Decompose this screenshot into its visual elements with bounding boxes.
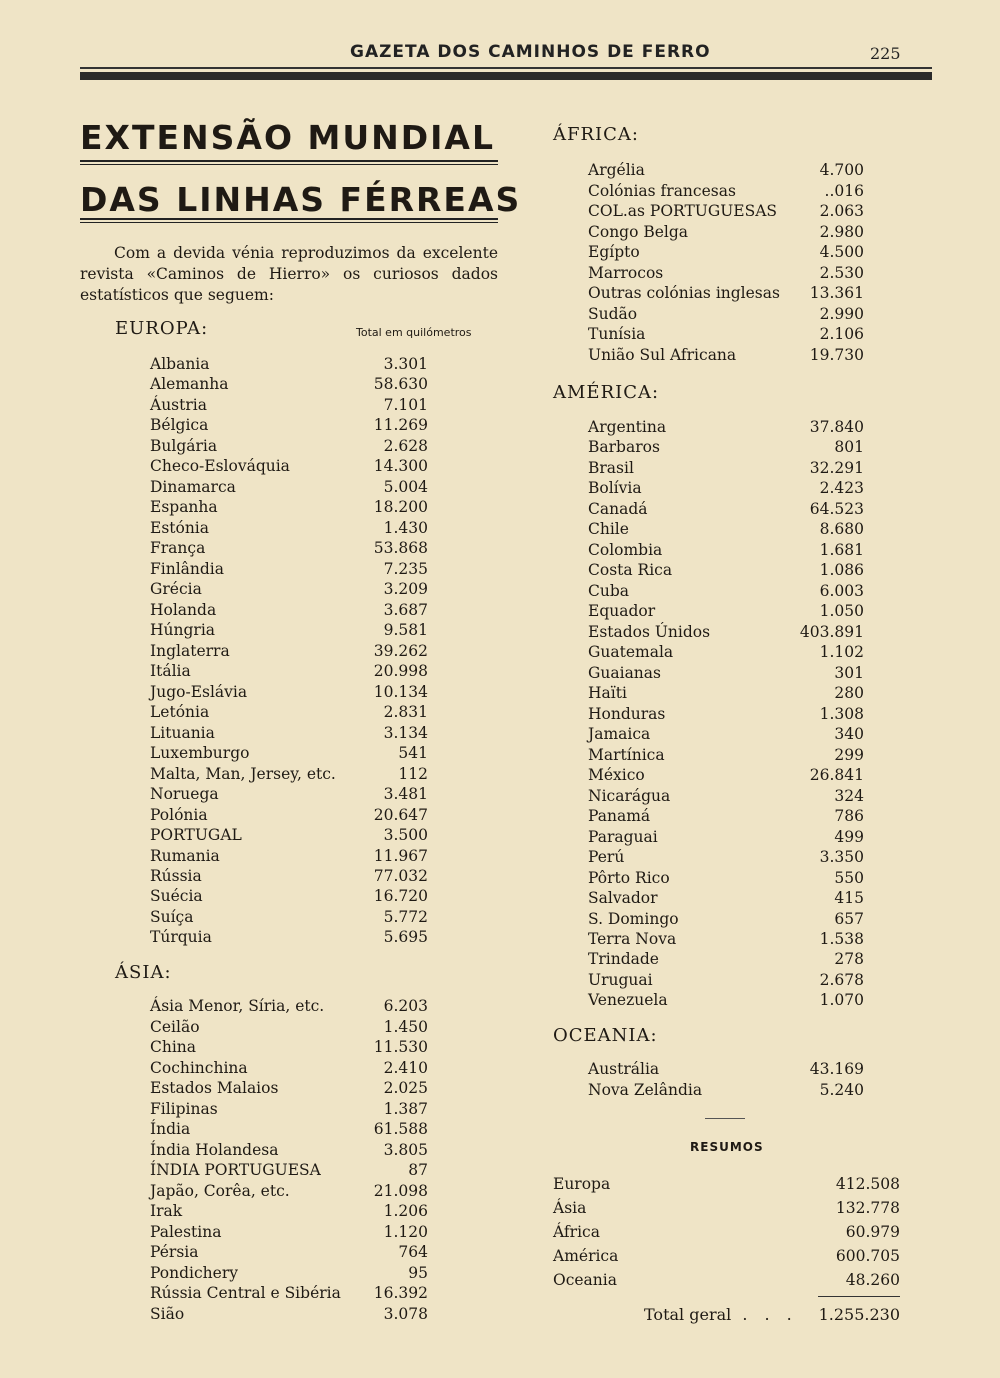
row-value: 3.078: [383, 1304, 428, 1323]
row-value: 801: [834, 438, 864, 457]
article-title-line-1: EXTENSÃO MUNDIAL: [80, 118, 495, 157]
row-name: Estónia: [150, 518, 210, 537]
row-name: Chile: [588, 520, 629, 539]
table-row: [588, 1059, 864, 1079]
row-name: Pôrto Rico: [588, 868, 670, 887]
table-row: [150, 1037, 428, 1057]
table-row: [588, 909, 864, 929]
row-name: S. Domingo: [588, 909, 679, 928]
table-row: [588, 417, 864, 437]
sum-rule: [818, 1296, 900, 1297]
row-value: 39.262: [373, 641, 428, 660]
table-row: [150, 866, 428, 886]
row-value: 11.269: [373, 416, 428, 435]
row-value: 112: [398, 764, 428, 783]
table-row: [588, 581, 864, 601]
section-heading-africa: ÁFRICA:: [553, 124, 639, 145]
row-value: 2.530: [819, 263, 864, 282]
row-value: 1.308: [819, 704, 864, 723]
table-row: [588, 160, 864, 180]
table-row: [553, 1270, 900, 1290]
row-name: Outras colónias inglesas: [588, 284, 780, 302]
row-name: Guaianas: [588, 663, 661, 682]
table-row: [588, 222, 864, 242]
row-name: Ásia Menor, Síria, etc.: [150, 997, 325, 1015]
row-name: PORTUGAL: [150, 826, 242, 845]
row-name: Nicarágua: [588, 786, 671, 805]
row-value: 2.678: [819, 970, 864, 989]
row-name: Sudão: [588, 304, 638, 323]
row-name: Trindade: [588, 950, 659, 969]
row-value: 43.169: [809, 1060, 864, 1078]
row-name: Colónias francesas: [588, 181, 736, 200]
row-value: 1.206: [383, 1202, 428, 1220]
table-row: [150, 846, 428, 866]
table-row: [150, 415, 428, 435]
table-row: [588, 519, 864, 539]
row-name: Austrália: [588, 1060, 660, 1078]
row-name: Guatemala: [588, 643, 674, 662]
row-value: 8.680: [819, 520, 864, 539]
table-row: [588, 499, 864, 519]
table-row: [588, 970, 864, 990]
table-row: [588, 765, 864, 785]
row-value: 3.481: [383, 785, 428, 804]
table-row: [150, 805, 428, 825]
row-name: Congo Belga: [588, 222, 689, 241]
page-number: 225: [870, 44, 901, 63]
table-row: [150, 436, 428, 456]
table-row: [553, 1174, 900, 1194]
table-row: [588, 868, 864, 888]
row-name: Pérsia: [150, 1243, 199, 1261]
table-row: [150, 886, 428, 906]
row-name: Argentina: [588, 418, 667, 436]
unit-note: Total em quilómetros: [356, 326, 472, 339]
row-value: 37.840: [809, 418, 864, 436]
row-value: 600.705: [835, 1247, 900, 1265]
table-row: [150, 1222, 428, 1242]
row-name: Uruguai: [588, 970, 653, 989]
table-row: [588, 242, 864, 262]
row-name: Jamaica: [588, 725, 651, 744]
row-name: Terra Nova: [588, 930, 677, 948]
table-row: [150, 1078, 428, 1098]
row-name: Bélgica: [150, 416, 209, 435]
row-value: 7.235: [383, 559, 428, 578]
table-row: [150, 456, 428, 476]
row-name: Barbaros: [588, 438, 660, 457]
row-value: 4.700: [819, 161, 864, 179]
row-name: Europa: [553, 1175, 611, 1193]
row-value: 14.300: [373, 457, 428, 476]
row-name: Oceania: [553, 1271, 617, 1289]
row-name: Haïti: [588, 684, 627, 703]
journal-title: GAZETA DOS CAMINHOS DE FERRO: [350, 42, 711, 62]
row-value: 299: [834, 745, 864, 764]
row-value: 550: [834, 868, 864, 887]
row-name: Irak: [150, 1202, 183, 1220]
row-value: 3.134: [383, 723, 428, 742]
row-value: 32.291: [809, 458, 864, 477]
row-name: Equador: [588, 602, 656, 621]
table-row: [588, 786, 864, 806]
row-name: Estados Malaios: [150, 1079, 279, 1097]
row-value: 1.430: [383, 518, 428, 537]
row-value: 5.240: [819, 1081, 864, 1099]
row-value: 2.628: [383, 436, 428, 455]
row-name: Túrquia: [150, 928, 212, 947]
row-name: Paraguai: [588, 827, 658, 846]
row-name: Filipinas: [150, 1099, 218, 1118]
row-name: Alemanha: [150, 375, 229, 394]
table-row: [150, 1181, 428, 1201]
table-row: [150, 1242, 428, 1262]
row-name: México: [588, 766, 645, 785]
table-row: [150, 907, 428, 927]
table-row: [150, 1017, 428, 1037]
row-value: 7.101: [383, 395, 428, 414]
row-value: 16.392: [373, 1284, 428, 1302]
row-name: Venezuela: [588, 991, 668, 1010]
row-value: 415: [834, 889, 864, 908]
row-value: 1.538: [819, 930, 864, 948]
row-value: 340: [834, 725, 864, 744]
row-name: Bulgária: [150, 436, 218, 455]
row-value: 9.581: [383, 621, 428, 640]
table-row: [150, 538, 428, 558]
table-row: [150, 1058, 428, 1078]
row-value: 6.203: [383, 997, 428, 1015]
row-value: 20.998: [373, 662, 428, 681]
row-value: 412.508: [835, 1175, 900, 1193]
row-name: Noruega: [150, 785, 219, 804]
table-row: [150, 641, 428, 661]
table-row: [588, 745, 864, 765]
table-row: [150, 1099, 428, 1119]
row-value: 64.523: [809, 499, 864, 518]
row-value: 19.730: [809, 345, 864, 364]
row-value: 3.350: [819, 848, 864, 867]
row-name: União Sul Africana: [588, 345, 737, 364]
row-value: 1.070: [819, 991, 864, 1010]
row-value: 10.134: [373, 682, 428, 701]
table-row: [553, 1198, 900, 1218]
total-row: [644, 1305, 900, 1325]
row-name: Bolívia: [588, 479, 642, 498]
row-value: 1.086: [819, 561, 864, 580]
row-name: Marrocos: [588, 263, 664, 282]
table-row: [150, 723, 428, 743]
row-name: Húngria: [150, 621, 216, 640]
row-value: 3.209: [383, 580, 428, 599]
table-row: [588, 642, 864, 662]
row-value: 1.387: [383, 1099, 428, 1118]
table-row: [150, 764, 428, 784]
total-value: 1.255.230: [818, 1305, 900, 1324]
row-value: 324: [834, 786, 864, 805]
row-name: Perú: [588, 848, 625, 867]
table-row: [150, 1140, 428, 1160]
row-name: Polónia: [150, 805, 208, 824]
table-row: [588, 847, 864, 867]
row-name: Costa Rica: [588, 561, 673, 580]
row-value: 61.588: [373, 1120, 428, 1138]
row-name: Rumania: [150, 846, 220, 865]
row-value: 18.200: [373, 498, 428, 517]
row-value: 1.102: [819, 643, 864, 662]
row-name: América: [553, 1247, 619, 1265]
resumos-heading: RESUMOS: [690, 1140, 764, 1154]
row-value: 2.063: [819, 202, 864, 220]
header-rule: [80, 67, 932, 69]
section-heading-oceania: OCEANIA:: [553, 1025, 658, 1046]
row-name: Pondichery: [150, 1263, 238, 1282]
table-row: [588, 345, 864, 365]
row-value: 95: [408, 1263, 428, 1282]
table-row: [588, 888, 864, 908]
table-row: [150, 825, 428, 845]
row-name: Albania: [150, 355, 210, 373]
row-name: Cochinchina: [150, 1058, 248, 1077]
row-value: 3.687: [383, 600, 428, 619]
table-row: [588, 263, 864, 283]
row-value: 2.980: [819, 222, 864, 241]
row-value: 77.032: [373, 867, 428, 885]
row-name: Canadá: [588, 499, 648, 518]
row-value: 6.003: [819, 581, 864, 600]
row-value: 2.025: [383, 1079, 428, 1097]
row-name: Ásia: [553, 1199, 587, 1217]
row-value: 58.630: [373, 375, 428, 394]
row-value: 278: [834, 950, 864, 969]
row-name: África: [553, 1223, 600, 1241]
row-value: 786: [834, 807, 864, 826]
table-row: [588, 683, 864, 703]
table-row: [588, 949, 864, 969]
row-value: 1.120: [383, 1222, 428, 1241]
header-rule-thick: [80, 72, 932, 80]
table-row: [588, 622, 864, 642]
row-name: Malta, Man, Jersey, etc.: [150, 764, 336, 783]
table-row: [588, 724, 864, 744]
row-value: 48.260: [845, 1271, 900, 1289]
table-row: [588, 663, 864, 683]
row-value: 1.681: [819, 540, 864, 559]
row-value: 60.979: [845, 1223, 900, 1241]
row-name: Martínica: [588, 745, 665, 764]
title-rule: [80, 160, 498, 165]
row-value: 26.841: [809, 766, 864, 785]
table-row: [588, 324, 864, 344]
row-value: 5.004: [383, 477, 428, 496]
table-row: [588, 283, 864, 303]
row-name: Japão, Corêa, etc.: [150, 1181, 290, 1200]
row-value: 132.778: [835, 1199, 900, 1217]
row-name: Grécia: [150, 580, 202, 599]
row-name: Colombia: [588, 540, 663, 559]
section-heading-europa: EUROPA:: [115, 318, 209, 339]
row-value: 13.361: [809, 284, 864, 302]
table-row: [150, 1283, 428, 1303]
table-row: [150, 600, 428, 620]
row-name: Itália: [150, 662, 191, 681]
row-value: 53.868: [373, 539, 428, 558]
table-row: [150, 661, 428, 681]
row-name: Tunísia: [588, 325, 646, 343]
table-row: [588, 827, 864, 847]
row-value: 1.450: [383, 1017, 428, 1036]
row-value: 11.530: [373, 1038, 428, 1056]
row-value: 541: [398, 744, 428, 763]
table-row: [588, 540, 864, 560]
row-value: 657: [834, 909, 864, 928]
row-value: 16.720: [373, 887, 428, 906]
row-name: Egípto: [588, 243, 640, 261]
row-value: 5.772: [383, 907, 428, 926]
row-name: Suíça: [150, 907, 194, 926]
section-heading-asia: ÁSIA:: [115, 962, 172, 983]
row-name: Letónia: [150, 703, 210, 722]
row-name: Índia: [150, 1120, 191, 1138]
row-value: 403.891: [799, 622, 864, 641]
row-value: 1.050: [819, 602, 864, 621]
table-row: [588, 601, 864, 621]
row-name: Lituania: [150, 723, 215, 742]
table-row: [150, 1304, 428, 1324]
table-row: [588, 990, 864, 1010]
row-name: ÍNDIA PORTUGUESA: [150, 1161, 321, 1179]
intro-paragraph: Com a devida vénia reproduzimos da excelente revista «Caminos de Hierro» os curiosos dados estatísticos que seguem:: [80, 244, 498, 304]
table-row: [150, 1160, 428, 1180]
row-name: Áustria: [150, 395, 207, 414]
table-row: [150, 1201, 428, 1221]
table-row: [588, 560, 864, 580]
row-name: Salvador: [588, 889, 658, 908]
row-name: Nova Zelândia: [588, 1081, 703, 1099]
row-name: COL.as PORTUGUESAS: [588, 202, 778, 220]
row-name: Argélia: [588, 161, 645, 179]
row-name: Estados Únidos: [588, 622, 711, 641]
row-name: Panamá: [588, 807, 651, 826]
table-row: [150, 1263, 428, 1283]
table-row: [150, 518, 428, 538]
row-name: Honduras: [588, 704, 666, 723]
table-row: [150, 395, 428, 415]
table-row: [588, 304, 864, 324]
table-row: [150, 927, 428, 947]
row-name: Luxemburgo: [150, 744, 250, 763]
row-value: 764: [398, 1243, 428, 1261]
table-row: [150, 702, 428, 722]
table-row: [150, 784, 428, 804]
table-row: [588, 1080, 864, 1100]
table-row: [553, 1222, 900, 1242]
section-heading-america: AMÉRICA:: [553, 382, 660, 403]
row-value: 5.695: [383, 928, 428, 947]
row-value: 2.990: [819, 304, 864, 323]
row-value: 20.647: [373, 805, 428, 824]
table-row: [588, 806, 864, 826]
row-name: Sião: [150, 1304, 185, 1323]
table-row: [588, 201, 864, 221]
row-name: Cuba: [588, 581, 630, 600]
table-row: [553, 1246, 900, 1266]
row-name: Rússia Central e Sibéria: [150, 1284, 341, 1302]
row-name: Finlândia: [150, 559, 224, 578]
row-name: Brasil: [588, 458, 634, 477]
row-value: 301: [834, 663, 864, 682]
row-name: Holanda: [150, 600, 217, 619]
row-name: Checo-Eslováquia: [150, 457, 290, 476]
title-rule: [80, 218, 498, 223]
row-value: 4.500: [819, 243, 864, 261]
article-title-line-2: DAS LINHAS FÉRREAS: [80, 180, 522, 219]
row-value: 2.831: [383, 703, 428, 722]
row-name: Dinamarca: [150, 477, 236, 496]
table-row: [150, 559, 428, 579]
row-value: 2.410: [383, 1058, 428, 1077]
table-row: [150, 374, 428, 394]
row-value: 3.301: [383, 355, 428, 373]
table-row: [150, 1119, 428, 1139]
table-row: [588, 458, 864, 478]
row-value: ..016: [824, 181, 864, 200]
table-row: [588, 437, 864, 457]
row-name: Jugo-Eslávia: [150, 682, 248, 701]
table-row: [588, 929, 864, 949]
row-value: 499: [834, 827, 864, 846]
row-value: 11.967: [373, 846, 428, 865]
divider: [705, 1118, 745, 1119]
table-row: [150, 620, 428, 640]
row-value: 3.500: [383, 826, 428, 845]
row-name: Suécia: [150, 887, 203, 906]
row-value: 280: [834, 684, 864, 703]
row-value: 87: [408, 1161, 428, 1179]
total-label: Total geral . . .: [644, 1305, 798, 1324]
row-name: Ceilão: [150, 1017, 200, 1036]
table-row: [588, 704, 864, 724]
row-value: 2.106: [819, 325, 864, 343]
row-name: França: [150, 539, 206, 558]
row-name: China: [150, 1038, 197, 1056]
table-row: [150, 743, 428, 763]
row-name: Inglaterra: [150, 641, 230, 660]
table-row: [150, 477, 428, 497]
table-row: [588, 478, 864, 498]
row-name: Palestina: [150, 1222, 222, 1241]
row-name: Índia Holandesa: [150, 1140, 279, 1159]
row-name: Espanha: [150, 498, 218, 517]
table-row: [150, 579, 428, 599]
table-row: [150, 354, 428, 374]
row-value: 2.423: [819, 479, 864, 498]
row-value: 3.805: [383, 1140, 428, 1159]
row-name: Rússia: [150, 867, 202, 885]
table-row: [588, 181, 864, 201]
table-row: [150, 682, 428, 702]
row-value: 21.098: [373, 1181, 428, 1200]
table-row: [150, 497, 428, 517]
table-row: [150, 996, 428, 1016]
